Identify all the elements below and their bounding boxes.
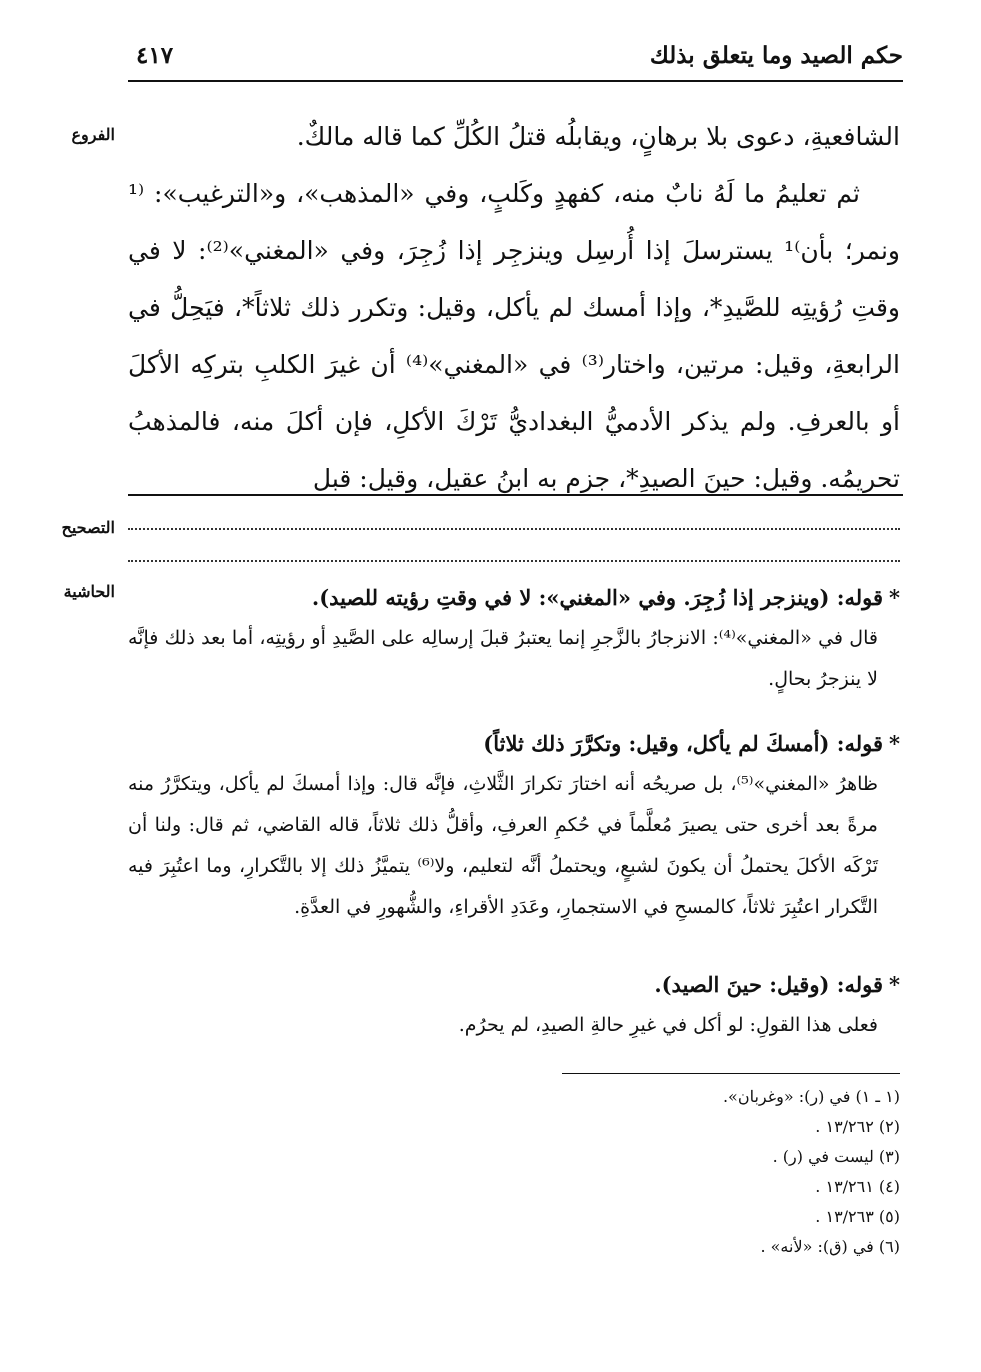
footnote: (٤) ١٣/٢٦١ . — [815, 1177, 900, 1196]
hashia-text: قال في «المغني»⁽⁴⁾: الانزجارُ بالزَّجرِ إنما يعتبرُ قبلَ إرسالِه على الصَّيدِ أو رؤيتِه، أما بعد ذلك فإنَّه لا ينزجرُ بحالٍ. — [128, 627, 878, 690]
hashia-entry — [128, 965, 900, 1046]
main-paragraph-1: الشافعيةِ، دعوى بلا برهانٍ، ويقابلُه قتلُ الكُلِّ كما قاله مالكٌ. — [296, 122, 900, 151]
footnotes — [500, 1082, 900, 1262]
footnote: (٢) ١٣/٢٦٢ . — [815, 1117, 900, 1136]
asterisk-marker: * — [889, 731, 900, 756]
side-label-hashia: الحاشية — [63, 582, 115, 601]
footnote: (٣) ليست في (ر) . — [772, 1147, 900, 1166]
tashih-dotted-line — [128, 560, 900, 562]
asterisk-marker: * — [889, 972, 900, 997]
side-label-tashih: التصحيح — [61, 518, 115, 537]
hashia-entry — [128, 578, 900, 700]
hashia-quote — [128, 965, 900, 1005]
main-text — [128, 108, 900, 493]
header-rule — [128, 80, 903, 82]
hashia-quote — [128, 578, 900, 618]
side-label-furu: الفروع — [71, 125, 115, 144]
running-title: حكم الصيد وما يتعلق بذلك — [649, 42, 903, 69]
tashih-dotted-line — [128, 528, 900, 530]
hashia-text: ظاهرُ «المغني»⁽⁵⁾، بل صريحُه أنه اختارَ تكرارَ الثَّلاثِ، فإنَّه قال: وإذا أمسكَ لم يأكل، ويتكرَّرُ منه مرةً بعد أخرى حتى يصيرَ مُعلَّماً في حُكمِ العرفِ، وأقلُّ ذلك ثلاثاً، قاله القاضي، ثم قال: ولنا أن تَرْكَه الأكلَ يحتملُ أن يكونَ لشبعٍ، ويحتملُ أنَّه لتعليم، ولا⁽⁶⁾ يتميَّزُ ذلك إلا بالتَّكرارِ، وما اعتُبِرَ فيه التَّكرار اعتُبِرَ ثلاثاً، كالمسحِ في الاستجمارِ، وعَدَدِ الأقراءِ، والشُّهورِ في العدَّةِ. — [128, 773, 879, 918]
asterisk-marker: * — [889, 585, 900, 610]
footnote: (٦) في (ق): «لأنه» . — [760, 1237, 900, 1256]
hashia-quote-text: قوله: (أمسكَ لم يأكل، وقيل: وتكرَّرَ ذلك ثلاثاً) — [483, 731, 884, 756]
hashia-quote-text: قوله: (وقيل: حينَ الصيد). — [654, 972, 884, 997]
hashia-quote — [128, 724, 900, 764]
hashia-text: فعلى هذا القولِ: لو أكل في غيرِ حالةِ الصيدِ، لم يحرُم. — [458, 1014, 878, 1036]
footnote: (١ ـ ١) في (ر): «وغربان». — [722, 1087, 900, 1106]
running-header — [128, 40, 903, 76]
footnote-rule — [562, 1073, 900, 1074]
hashia-entry — [128, 724, 900, 928]
footnote: (٥) ١٣/٢٦٣ . — [815, 1207, 900, 1226]
main-paragraph-2: ثم تعليمُ ما لَهُ نابٌ منه، كفهدٍ وكَلبٍ، وفي «المذهب»، و«الترغيب»: ⁽¹ ونمر؛ بأن⁾¹ يسترسلَ إذا أُرسِل وينزجِر إذا زُجِرَ، وفي «المغني»⁽²⁾: لا في وقتِ رُؤيتِه للصَّيدِ*، وإذا أمسك لم يأكل، وقيل: وتكرر ذلك ثلاثاً*، فيَحِلُّ في الرابعةِ، وقيل: مرتين، واختار⁽³⁾ في «المغني»⁽⁴⁾ أن غيرَ الكلبِ بتركِه الأكلَ أو بالعرفِ. ولم يذكر الأدميُّ البغداديُّ تَرْكَ الأكلِ، فإن أكلَ منه، فالمذهبُ تحريمُه. وقيل: حينَ الصيدِ*، جزم به ابنُ عقيل، وقيل: قبل — [128, 179, 900, 493]
main-rule — [128, 494, 903, 496]
page-number: ٤١٧ — [136, 42, 174, 69]
hashia-quote-text: قوله: (وينزجر إذا زُجِرَ. وفي «المغني»: لا في وقتِ رؤيته للصيد). — [311, 585, 884, 610]
